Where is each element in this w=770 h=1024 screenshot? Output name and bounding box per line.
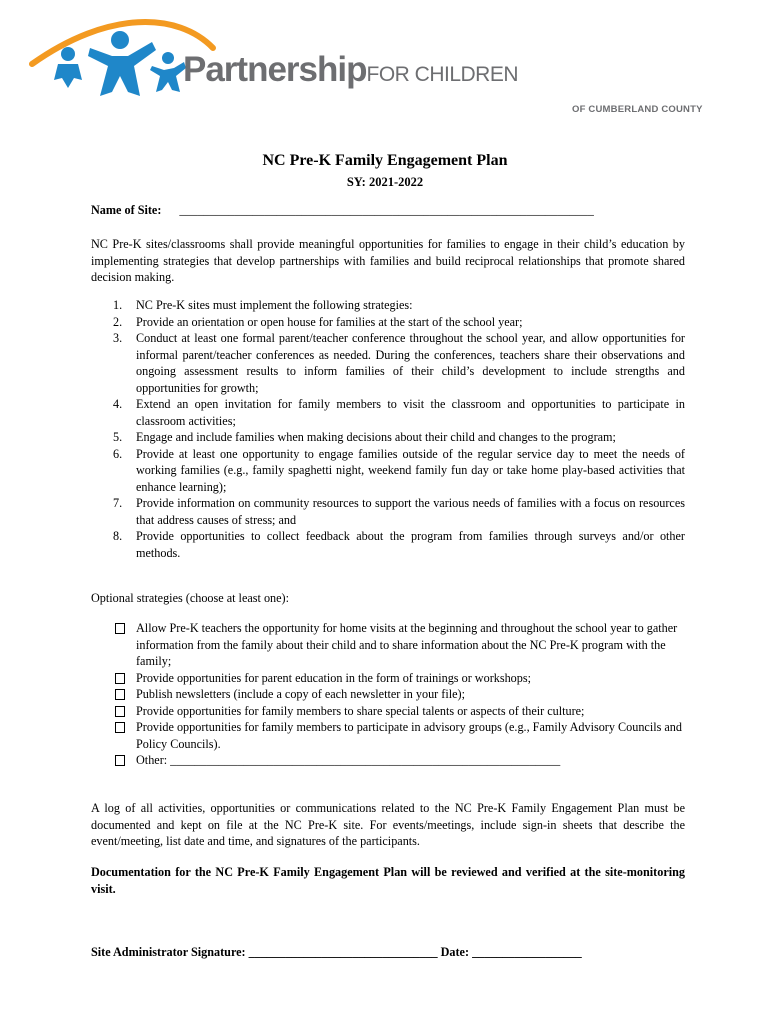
logo-wordmark (183, 50, 518, 90)
school-year: SY: 2021-2022 (346, 175, 424, 189)
checkbox-item: Publish newsletters (include a copy of each newsletter in your file); (91, 686, 685, 703)
document-title: NC Pre-K Family Engagement Plan (262, 152, 508, 169)
optional-strategies-heading: Optional strategies (choose at least one): (91, 591, 289, 605)
checkbox-icon[interactable] (115, 706, 125, 717)
list-item: 5. Engage and include families when making decisions about their child and changes to the program; (113, 430, 616, 444)
site-name-field[interactable]: ____________________________________________________________________ (179, 203, 594, 217)
adult-figure-icon (88, 31, 156, 96)
checkbox-item: Provide opportunities for parent education in the form of trainings or workshops; (91, 670, 685, 687)
site-name-line (91, 202, 685, 219)
signature-line[interactable]: Site Administrator Signature: _______________________________ Date: __________________ (91, 945, 582, 959)
checkbox-icon[interactable] (115, 673, 125, 684)
list-item: 2. Provide an orientation or open house for families at the start of the school year; (113, 314, 523, 329)
checkbox-item: Allow Pre-K teachers the opportunity for home visits at the beginning and throughout the school year to gather information from the family about their child and to share information about the NC Pre-K program with the family; (91, 620, 685, 670)
checkbox-icon[interactable] (115, 623, 125, 634)
child-figure-icon (54, 47, 82, 88)
list-item: 4. Extend an open invitation for family members to visit the classroom and opportunities to participate in classroom activities; (113, 397, 685, 428)
checkbox-item: Provide opportunities for family members to share special talents or aspects of their culture; (91, 703, 685, 720)
logo-county: OF CUMBERLAND COUNTY (572, 104, 703, 115)
checkbox-icon[interactable] (115, 755, 125, 766)
optional-strategies-list (91, 620, 685, 769)
site-name-label: Name of Site: (91, 203, 162, 217)
documentation-notice: Documentation for the NC Pre-K Family Engagement Plan will be reviewed and verified at the site-monitoring visit. (91, 865, 685, 896)
logo-name: Partnership (183, 50, 367, 89)
required-strategies-list (91, 297, 685, 561)
logo-for-children: FOR CHILDREN (366, 63, 519, 86)
list-item: 6. Provide at least one opportunity to engage families outside of the regular service day to meet the needs of working families (e.g., family spaghetti night, weekend family fun day or take home play-based activities that enhance learning); (113, 446, 685, 494)
list-item: 1. NC Pre-K sites must implement the following strategies: (113, 298, 413, 312)
child-figure-icon (150, 52, 186, 92)
list-item: 7. Provide information on community resources to support the various needs of families with a focus on resources that address causes of stress; and (113, 496, 685, 527)
log-paragraph: A log of all activities, opportunities or communications related to the NC Pre-K Family Engagement Plan must be documented and kept on file at the NC Pre-K site. For events/meetings, include sign-in sheets that describe the event/meeting, list date and time, and signatures of the participants. (91, 801, 685, 848)
list-item: 3. Conduct at least one formal parent/teacher conference throughout the school year, and allow opportunities for informal parent/teacher conferences as needed. During the conferences, teachers share their observations and ongoing assessment results to inform families of their child’s development to include strengths and opportunities for growth; (113, 331, 685, 395)
list-item: 8. Provide opportunities to collect feedback about the program from families through surveys and/or other methods. (113, 529, 685, 560)
intro-paragraph: NC Pre-K sites/classrooms shall provide meaningful opportunities for families to engage in their child’s education by implementing strategies that develop partnerships with families and build reciprocal relationships that promote shared decision making. (91, 237, 685, 284)
checkbox-item: Provide opportunities for family members to participate in advisory groups (e.g., Family Advisory Councils and Policy Councils). (91, 719, 685, 752)
checkbox-item: Other: ________________________________________________________________ (91, 752, 685, 769)
checkbox-icon[interactable] (115, 689, 125, 700)
checkbox-icon[interactable] (115, 722, 125, 733)
